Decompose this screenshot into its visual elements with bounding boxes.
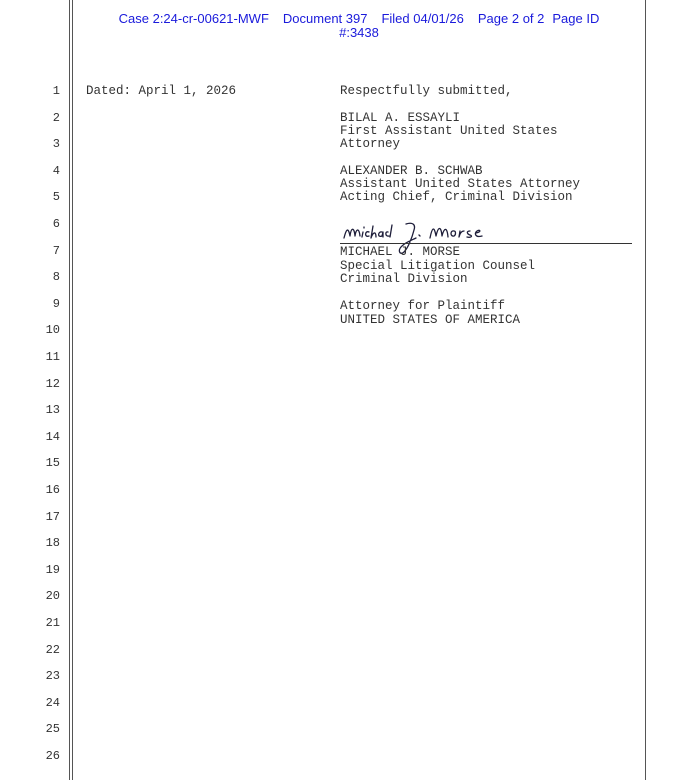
line-number: 6 xyxy=(52,217,60,231)
line-number: 14 xyxy=(45,429,60,444)
dated-line: Dated: April 1, 2026 xyxy=(86,84,237,98)
attorney2-name: ALEXANDER B. SCHWAB xyxy=(340,164,483,178)
line-number: 25 xyxy=(45,722,60,737)
right-margin-rule xyxy=(645,0,646,780)
page-count: Page 2 of 2 xyxy=(477,11,545,26)
line-number: 18 xyxy=(45,536,60,551)
left-margin-rule-inner xyxy=(72,0,73,780)
attorney1-title-2: Attorney xyxy=(340,137,401,151)
line-number: 4 xyxy=(52,163,60,178)
line-number: 20 xyxy=(45,589,60,604)
line-number: 22 xyxy=(45,642,60,657)
line-number: 24 xyxy=(45,695,60,710)
document-number: Document 397 xyxy=(282,11,368,26)
party-name: UNITED STATES OF AMERICA xyxy=(340,313,521,327)
line-number: 15 xyxy=(45,456,60,471)
signer-title-2: Criminal Division xyxy=(340,272,468,286)
filing-header xyxy=(73,12,645,40)
page-id-label: Page ID xyxy=(552,11,600,26)
line-number: 1 xyxy=(52,84,60,98)
line-number: 2 xyxy=(52,110,60,125)
line-number: 7 xyxy=(52,243,60,258)
line-number: 12 xyxy=(45,376,60,391)
signer-title-1: Special Litigation Counsel xyxy=(340,259,536,273)
line-number: 19 xyxy=(45,562,60,577)
line-number: 23 xyxy=(45,669,60,684)
line-number: 26 xyxy=(45,749,60,763)
filed-date: Filed 04/01/26 xyxy=(381,11,464,26)
line-number: 11 xyxy=(45,350,60,364)
line-number: 9 xyxy=(52,296,60,311)
line-number: 21 xyxy=(45,616,60,630)
line-number: 8 xyxy=(52,270,60,285)
line-number: 13 xyxy=(45,403,60,418)
attorney2-title-2: Acting Chief, Criminal Division xyxy=(340,190,573,204)
line-number: 16 xyxy=(45,483,60,497)
signature-line xyxy=(340,243,632,244)
page-id: #:3438 xyxy=(339,25,379,40)
signer-name: MICHAEL J. MORSE xyxy=(340,245,461,259)
attorney2-title-1: Assistant United States Attorney xyxy=(340,177,581,191)
line-number: 17 xyxy=(45,509,60,524)
left-margin-rule xyxy=(69,0,70,780)
closing-line: Respectfully submitted, xyxy=(340,84,513,98)
attorney1-name: BILAL A. ESSAYLI xyxy=(340,111,461,125)
case-number: Case 2:24-cr-00621-MWF xyxy=(118,11,269,26)
line-number: 5 xyxy=(52,190,60,205)
line-number: 10 xyxy=(45,323,60,338)
attorney1-title-1: First Assistant United States xyxy=(340,124,558,138)
line-number: 3 xyxy=(52,137,60,152)
attorney-for: Attorney for Plaintiff xyxy=(340,299,506,313)
